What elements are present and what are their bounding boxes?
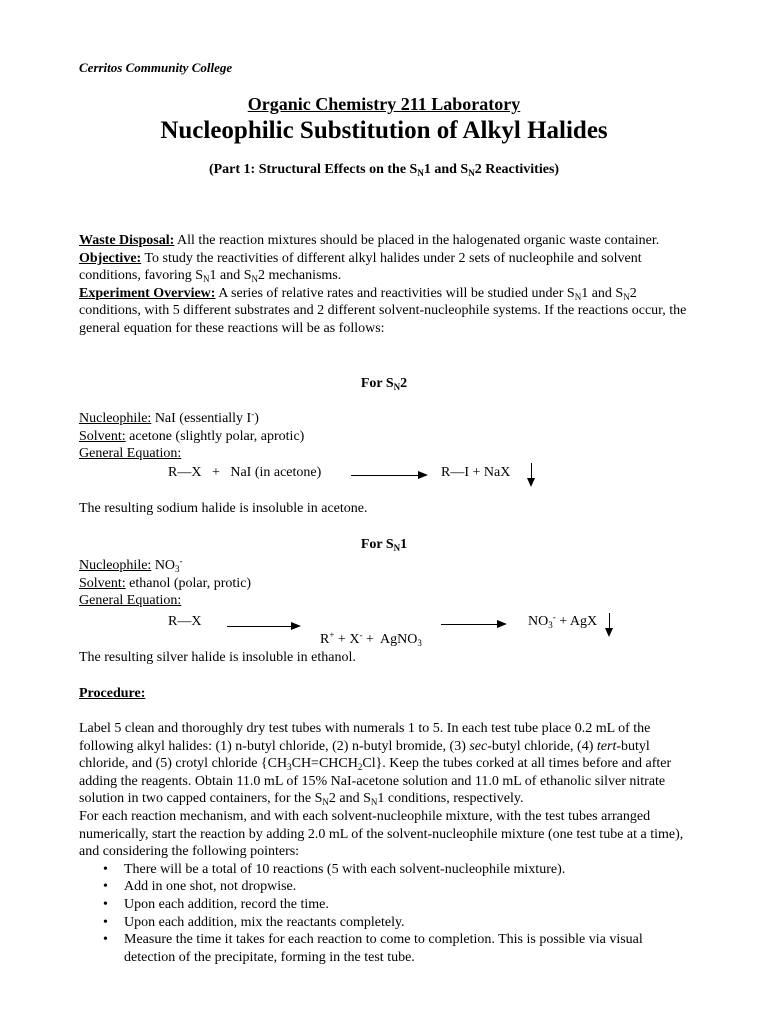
sn1-reaction-arrow <box>441 624 499 625</box>
sn1-note: The resulting silver halide is insoluble in ethanol. <box>79 650 356 665</box>
waste-label: Waste Disposal: <box>79 233 175 248</box>
procedure-paragraph-1: Label 5 clean and thoroughly dry test tubes with numerals 1 to 5. In each test tube place 0.2 mL of the following alkyl halides: (1) n-butyl chloride, (2) n-butyl bromide, (3) sec-butyl chloride, (4) tert-butyl chloride, and (5) crotyl chloride $\{CH_3CH=CHCH_2Cl\}$. Keep the tubes corked at all times before and after adding the reagents. Obtain 11.0 mL of 15% NaI-acetone solution and 11.0 mL of ethanolic silver nitrate solution in two capped containers, for the $S_N2$ and $S_N1$ conditions, respectively. <box>79 721 672 808</box>
page-title: Nucleophilic Substitution of Alkyl Halides <box>160 117 608 144</box>
list-item: • Upon each addition, mix the reactants completely. <box>103 914 691 932</box>
sn1-equation-label: General Equation: <box>79 593 182 609</box>
procedure-body <box>79 720 691 966</box>
procedure-heading: Procedure: <box>79 686 146 701</box>
overview-label: Experiment Overview: <box>79 285 216 301</box>
waste-disposal: Waste Disposal: All the reaction mixtures should be placed in the halogenated organic waste container. <box>79 233 660 248</box>
list-item: • There will be a total of 10 reactions (5 with each solvent-nucleophile mixture). <box>103 861 691 879</box>
sn2-solvent: Solvent: acetone (slightly polar, aprotic) <box>79 428 305 444</box>
sn2-equation-label: General Equation: <box>79 446 182 462</box>
arrow-head-icon <box>418 471 428 479</box>
sn2-reactants: R—X + NaI (in acetone) <box>168 465 322 480</box>
college-name: Cerritos Community College <box>79 60 233 75</box>
course-title: Organic Chemistry 211 Laboratory <box>247 94 521 114</box>
sn2-note: The resulting sodium halide is insoluble in acetone. <box>79 501 368 516</box>
sn1-ionization-arrow <box>227 626 293 627</box>
list-item: • Upon each addition, record the time. <box>103 896 691 914</box>
sn1-solvent: Solvent: ethanol (polar, protic) <box>79 575 252 591</box>
experiment-overview: Experiment Overview: A series of relative rates and reactivities will be studied under $S_N1$ and $S_N2$ conditions, with 5 different substrates and 2 different solvent-nucleophile systems. If the reactions occur, the general equation for these reactions will be as follows: <box>79 285 687 336</box>
sn2-heading: For $S_N2$ <box>360 376 408 392</box>
objective: Objective: To study the reactivities of different alkyl halides under 2 sets of nucleophile and solvent conditions, favoring $S_N1$ and $S_N2$ mechanisms. <box>79 250 642 285</box>
sn2-products: R—I + NaX <box>441 465 511 480</box>
sn1-products: $NO_3^-$ + AgX <box>528 612 598 630</box>
down-arrow-head-icon <box>527 478 535 487</box>
arrow-head-icon <box>497 620 507 628</box>
intro-block <box>79 232 691 338</box>
procedure-paragraph-2: For each reaction mechanism, and with each solvent-nucleophile mixture, with the test tubes arranged numerically, start the reaction by adding 2.0 mL of the solvent-nucleophile mixture (one test tube at a time), and considering the following pointers: <box>79 808 684 860</box>
sn2-reaction-arrow <box>351 475 420 476</box>
page-subtitle: (Part 1: Structural Effects on the $S_N1$ and $S_N2$ Reactivities) <box>208 162 560 178</box>
sn2-nucleophile: Nucleophile: NaI (essentially I-) <box>79 409 259 426</box>
sn2-conditions <box>79 410 304 463</box>
sn1-intermediates: R+ + X- + AgNO$_3$ <box>320 629 422 648</box>
precipitate-arrow-icon <box>531 463 532 478</box>
sn1-conditions <box>79 557 251 610</box>
sn1-heading: For $S_N1$ <box>360 537 408 553</box>
list-item: • Measure the time it takes for each reaction to come to completion. This is possible via visual detection of the precipitate, forming in the test tube. <box>103 931 691 966</box>
down-arrow-head-icon <box>605 628 613 637</box>
precipitate-arrow-icon <box>609 613 610 628</box>
sn1-reactant: R—X <box>168 614 202 629</box>
arrow-head-icon <box>291 622 301 630</box>
sn1-nucleophile: Nucleophile: $NO_3^-$ <box>79 556 183 574</box>
procedure-pointers <box>103 861 691 967</box>
list-item: • Add in one shot, not dropwise. <box>103 878 691 896</box>
objective-label: Objective: <box>79 250 142 266</box>
